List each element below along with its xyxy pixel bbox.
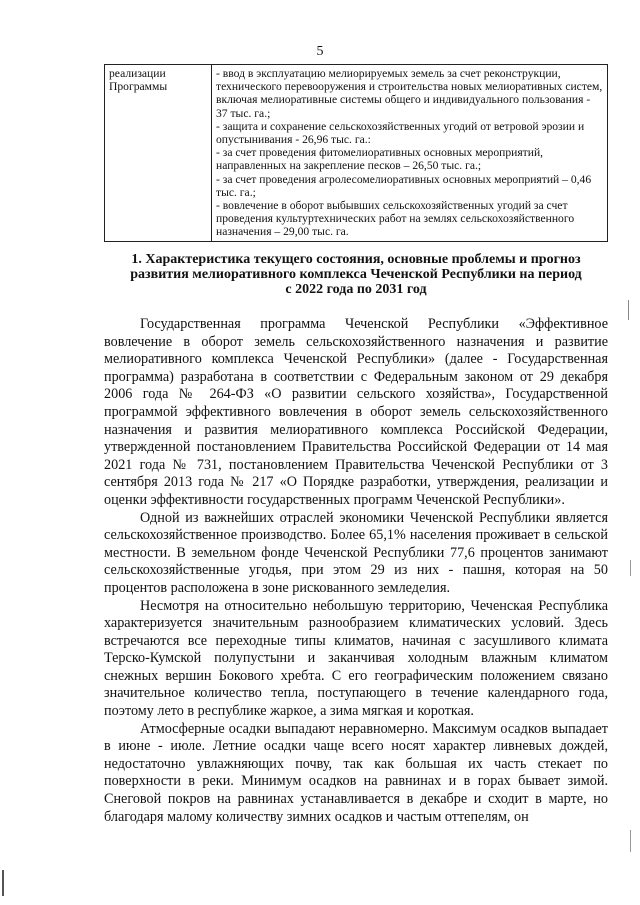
table-item: - за счет проведения фитомелиоративных основных мероприятий, направленных на закрепление песков – 26,50 тыс. га.; (216, 146, 544, 173)
page-number: 5 (316, 44, 324, 59)
section-body (104, 316, 608, 826)
table-item: - за счет проведения агролесомелиоративных основных мероприятий – 0,46 тыс. га.; (216, 172, 592, 199)
scan-edge-mark (630, 560, 631, 576)
table-cell-values (212, 65, 608, 242)
section-heading (104, 252, 608, 297)
paragraph: Атмосферные осадки выпадают неравномерно. Максимум осадков выпадает в июне - июле. Летние осадки чаще всего носят характер ливневых дождей, недостаточно увлажняющих почву, так как большая их часть стекает по поверхности в реки. Минимум осадков на равнинах и в горах бывает зимой. Снеговой покров на равнинах устанавливается в декабре и сходит в марте, но благодаря малому количеству зимних осадков и частым оттепелям, он (104, 720, 608, 825)
table-cell-label: реализации Программы (105, 65, 212, 242)
table-item: - вовлечение в оборот выбывших сельскохозяйственных угодий за счет проведения культуртехнических работ на землях сельскохозяйственного назначения – 29,00 тыс. га. (216, 199, 575, 239)
paragraph: Одной из важнейших отраслей экономики Чеченской Республики является сельскохозяйственное производство. Более 65,1% населения проживает в сельской местности. В земельном фонде Чеченской Республики 77,6 процентов занимают сельскохозяйственные угодья, при этом 29 из них - пашня, которая на 50 процентов расположена в зоне рискованного земледелия. (104, 509, 608, 596)
heading-line: с 2022 года по 2031 год (285, 282, 427, 297)
scan-edge-mark (630, 830, 631, 852)
table-row (105, 65, 608, 242)
table-item: - ввод в эксплуатацию мелиорируемых земель за счет реконструкции, технического перевооружения и строительства новых мелиоративных систем, включая мелиоративные системы общего и индивидуального пользования - 37 тыс. га.; (216, 67, 603, 120)
scan-edge-mark (628, 300, 629, 320)
heading-line: развития мелиоративного комплекса Чеченской Республики на период (130, 267, 582, 282)
paragraph: Государственная программа Чеченской Республики «Эффективное вовлечение в оборот земель сельскохозяйственного назначения и развитие мелиоративного комплекса Чеченской Республики» (далее - Государственная программа) разработана в соответствии с Федеральным законом от 29 декабря 2006 года № 264-ФЗ «О развитии сельского хозяйства», Государственной программой эффективного вовлечения в оборот земель сельскохозяйственного назначения и развития мелиоративного комплекса Российской Федерации, утвержденной постановлением Правительства Российской Федерации от 14 мая 2021 года № 731, постановлением Правительства Чеченской Республики от 3 сентября 2013 года № 217 «О Порядке разработки, утверждения, реализации и оценки эффективности государственных программ Чеченской Республики». (104, 316, 608, 508)
table-item: - защита и сохранение сельскохозяйственных угодий от ветровой эрозии и опустынивания - 26,96 тыс. га.: (216, 119, 585, 147)
scan-edge-mark (2, 870, 4, 896)
heading-line: 1. Характеристика текущего состояния, основные проблемы и прогноз (131, 252, 581, 267)
program-summary-table (104, 64, 608, 242)
paragraph: Несмотря на относительно небольшую территорию, Чеченская Республика характеризуется значительным разнообразием климатических условий. Здесь встречаются все переходные типы климатов, начиная с засушливого климата Терско-Кумской полупустыни и заканчивая холодным влажным климатом снежных вершин Бокового хребта. С его географическим положением связано значительное количество тепла, поступающего в течение календарного года, поэтому лето в республике жаркое, а зима мягкая и короткая. (104, 597, 608, 720)
